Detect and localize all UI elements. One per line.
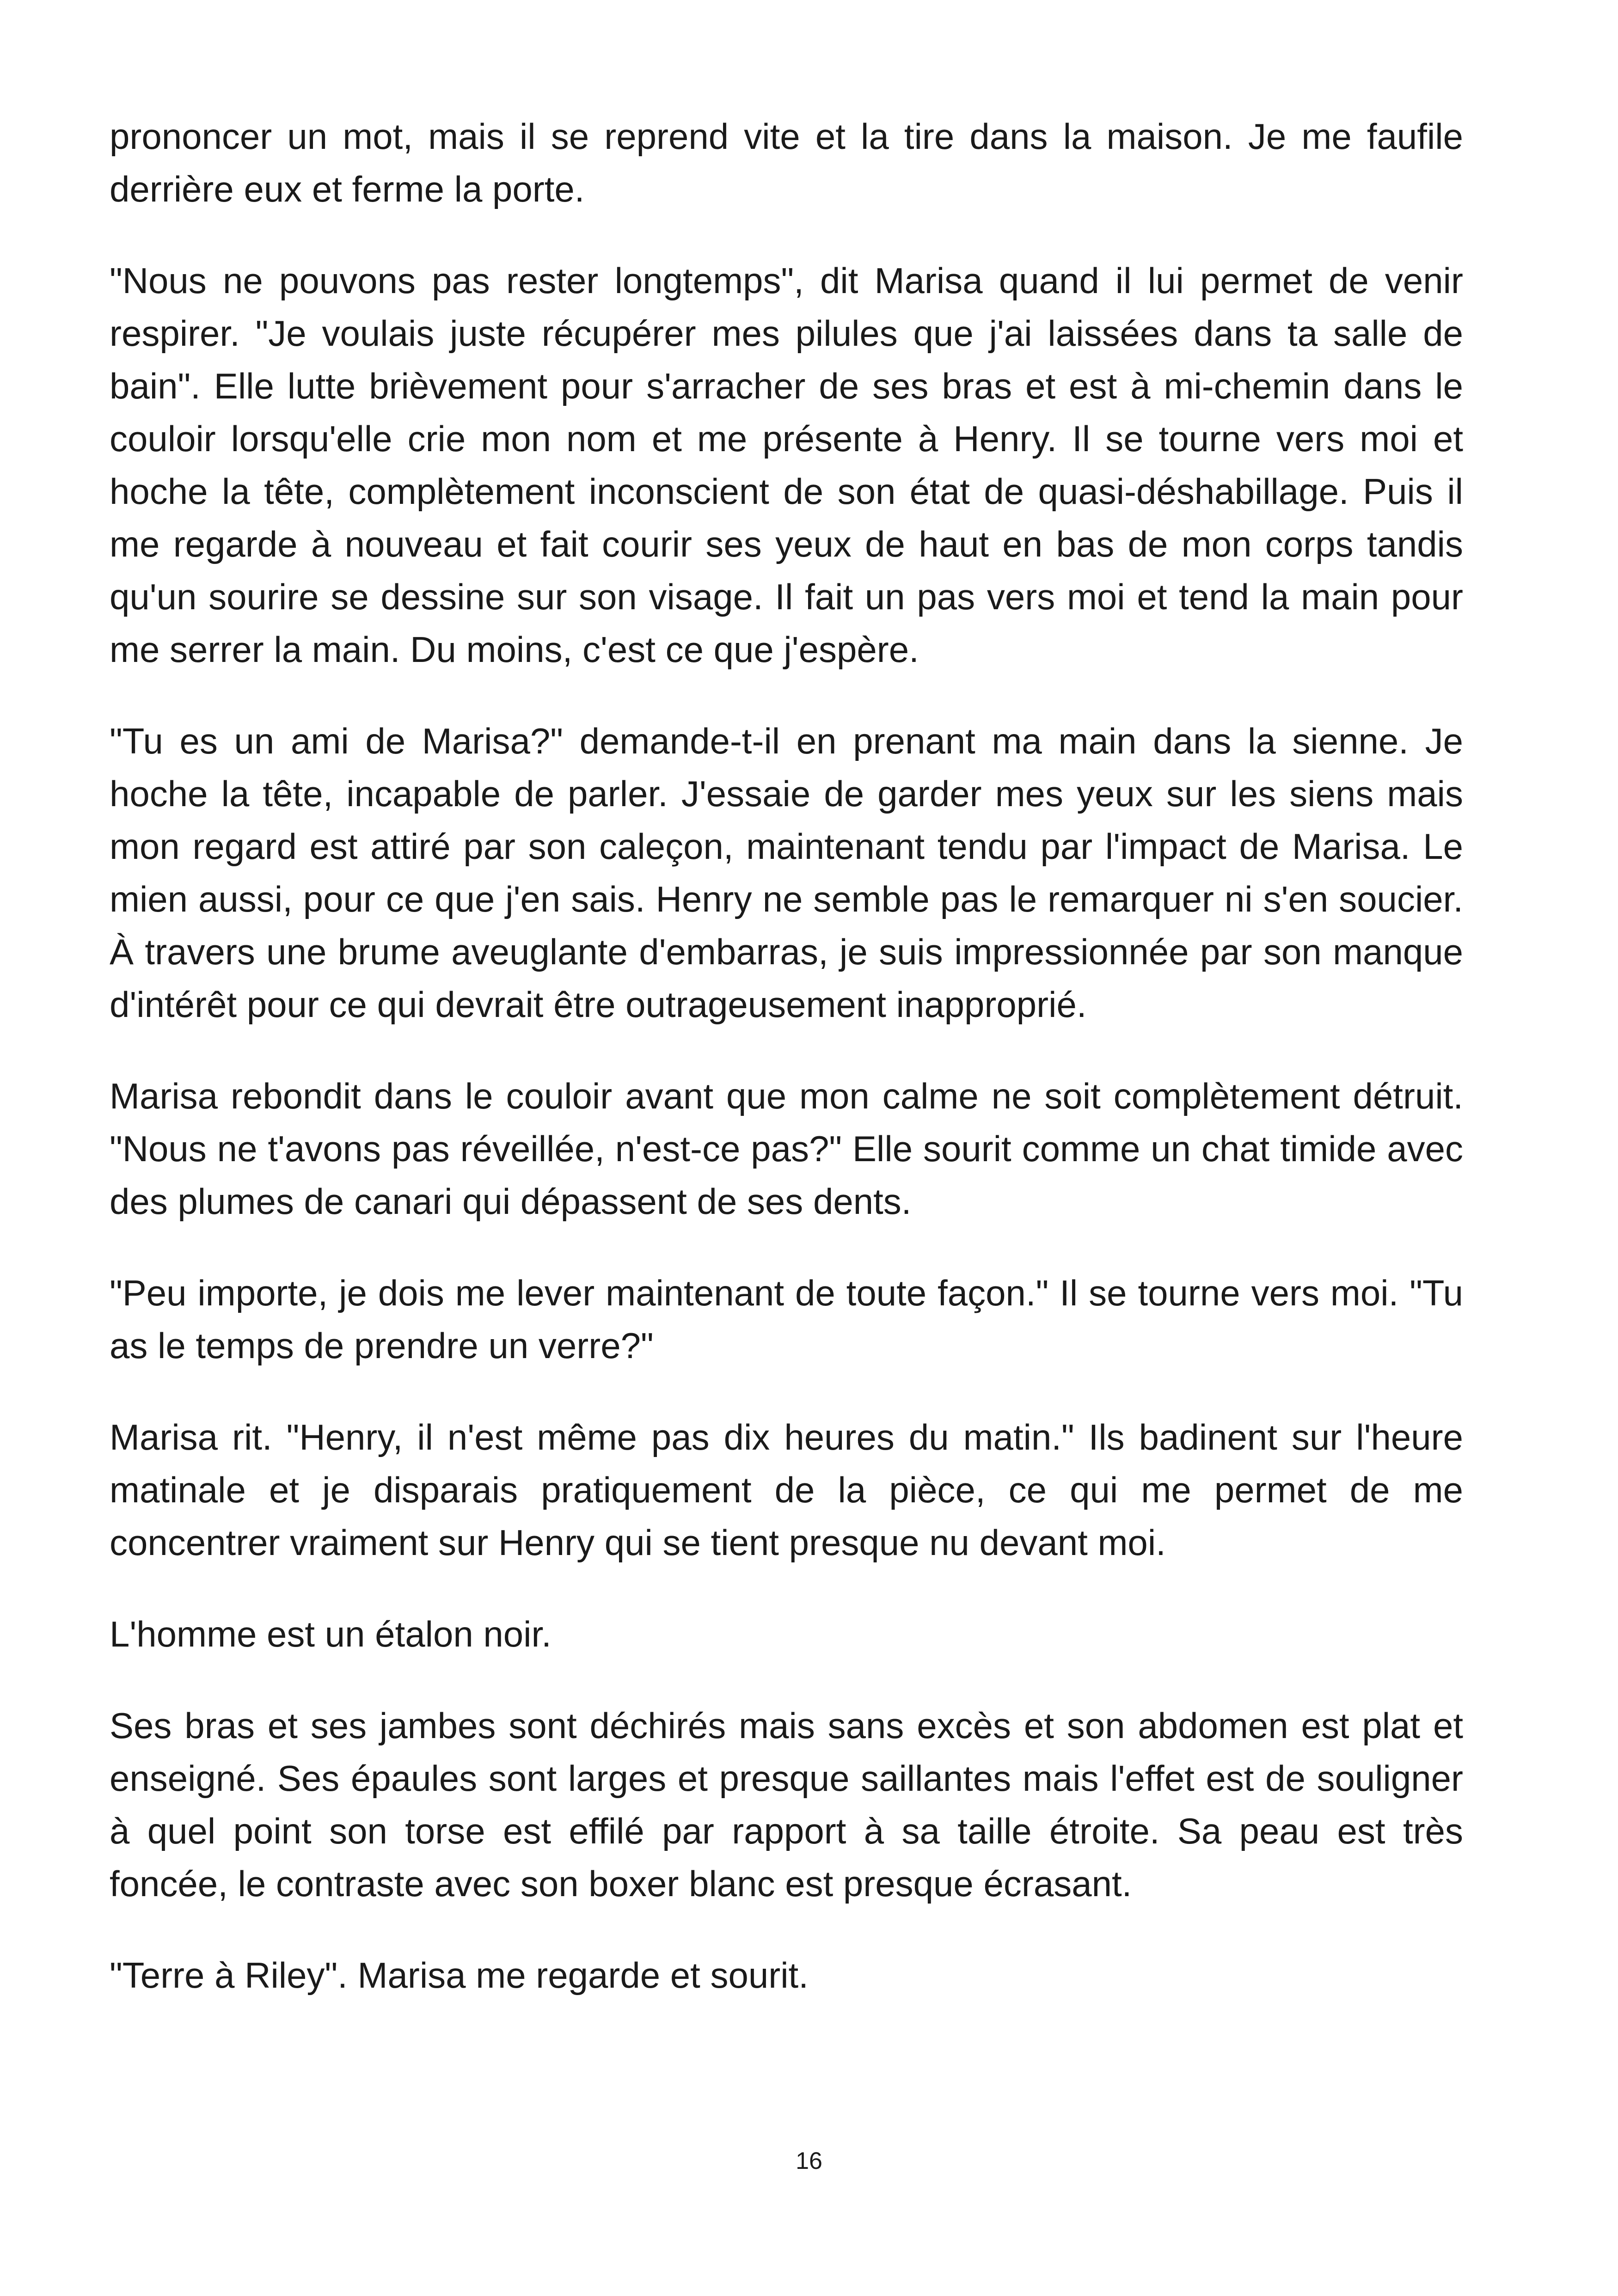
paragraph-9: "Terre à Riley". Marisa me regarde et sourit.: [110, 1955, 809, 1996]
paragraph-8: Ses bras et ses jambes sont déchirés mais sans excès et son abdomen est plat et enseigné. Ses épaules sont larges et presque saillantes mais l'effet est de souligner à quel point son torse est effilé par rapport à sa taille étroite. Sa peau est très foncée, le contraste avec son boxer blanc est presque écrasant.: [110, 1705, 1463, 1904]
paragraph-7: L'homme est un étalon noir.: [110, 1614, 552, 1654]
paragraph-5: "Peu importe, je dois me lever maintenant de toute façon." Il se tourne vers moi. "Tu as le temps de prendre un verre?": [110, 1273, 1463, 1366]
page-number: 16: [796, 2148, 822, 2174]
paragraph-1: prononcer un mot, mais il se reprend vite et la tire dans la maison. Je me faufile derrière eux et ferme la porte.: [110, 116, 1463, 209]
paragraph-4: Marisa rebondit dans le couloir avant que mon calme ne soit complètement détruit. "Nous ne t'avons pas réveillée, n'est-ce pas?" Elle sourit comme un chat timide avec des plumes de canari qui dépassent de ses dents.: [110, 1076, 1463, 1222]
body-text: [110, 110, 1463, 2040]
paragraph-6: Marisa rit. "Henry, il n'est même pas dix heures du matin." Ils badinent sur l'heure matinale et je disparais pratiquement de la pièce, ce qui me permet de me concentrer vraiment sur Henry qui se tient presque nu devant moi.: [110, 1417, 1463, 1563]
paragraph-2: "Nous ne pouvons pas rester longtemps", dit Marisa quand il lui permet de venir respirer. "Je voulais juste récupérer mes pilules que j'ai laissées dans ta salle de bain". Elle lutte brièvement pour s'arracher de ses bras et est à mi-chemin dans le couloir lorsqu'elle crie mon nom et me présente à Henry. Il se tourne vers moi et hoche la tête, complètement inconscient de son état de quasi-déshabillage. Puis il me regarde à nouveau et fait courir ses yeux de haut en bas de mon corps tandis qu'un sourire se dessine sur son visage. Il fait un pas vers moi et tend la main pour me serrer la main. Du moins, c'est ce que j'espère.: [110, 260, 1463, 670]
paragraph-3: "Tu es un ami de Marisa?" demande-t-il en prenant ma main dans la sienne. Je hoche la tête, incapable de parler. J'essaie de garder mes yeux sur les siens mais mon regard est attiré par son caleçon, maintenant tendu par l'impact de Marisa. Le mien aussi, pour ce que j'en sais. Henry ne semble pas le remarquer ni s'en soucier. À travers une brume aveuglante d'embarras, je suis impressionnée par son manque d'intérêt pour ce qui devrait être outrageusement inapproprié.: [110, 721, 1463, 1025]
